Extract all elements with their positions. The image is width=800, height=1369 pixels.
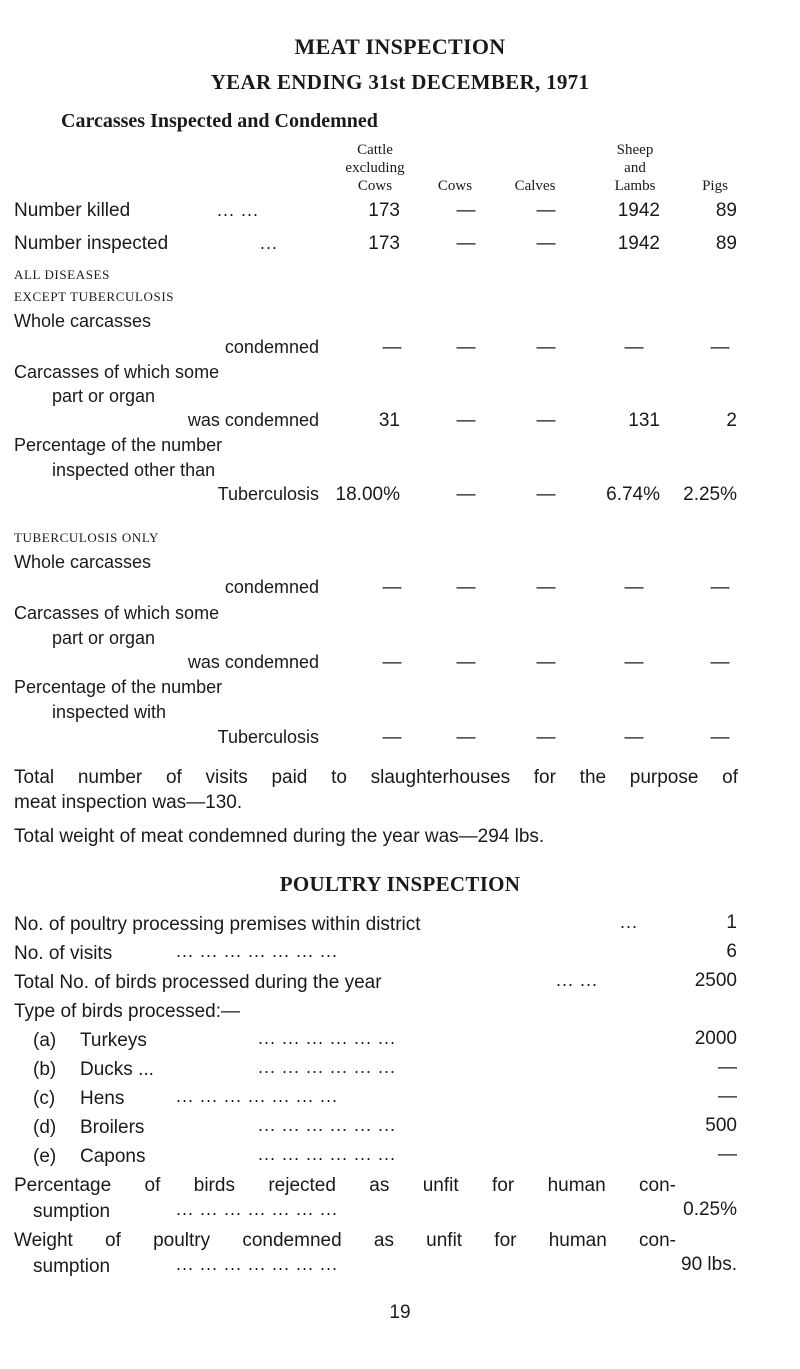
cell-all-whole-calves: — xyxy=(536,337,556,358)
cell-all-pct-pigs: 2.25% xyxy=(683,484,737,505)
all-pct-label-1: Percentage of the number xyxy=(14,435,223,455)
cell-inspected-cattle: 173 xyxy=(368,233,400,254)
cell-all-pct-sheep: 6.74% xyxy=(606,484,660,505)
cell-inspected-sheep: 1942 xyxy=(617,233,660,254)
weight-poultry-label-2: sumption xyxy=(33,1256,111,1277)
bird-type-value: 2000 xyxy=(694,1028,737,1049)
tb-pct-label-2: inspected with xyxy=(52,702,167,722)
all-pct-label-2: inspected other than xyxy=(52,460,216,480)
cell-all-whole-cows: — xyxy=(456,337,476,358)
cell-tb-whole-cows: — xyxy=(456,577,476,598)
cell-killed-cattle: 173 xyxy=(368,200,400,221)
tb-pct-label-3: Tuberculosis xyxy=(217,727,319,747)
cell-all-whole-sheep: — xyxy=(624,337,644,358)
poultry-type-heading: Type of birds processed:— xyxy=(14,1001,240,1022)
weight-poultry-value: 90 lbs. xyxy=(681,1254,737,1275)
bird-type-label: Capons xyxy=(80,1146,146,1167)
leader-dots: ... ... ... ... ... ... xyxy=(258,1057,397,1077)
leader-dots: ... ... xyxy=(217,200,260,220)
section-heading: Carcasses Inspected and Condemned xyxy=(61,110,378,132)
poultry-heading: POULTRY INSPECTION xyxy=(279,872,521,896)
cell-inspected-calves: — xyxy=(536,233,556,254)
cell-tb-part-sheep: — xyxy=(624,652,644,673)
cell-all-part-sheep: 131 xyxy=(628,410,660,431)
all-whole-label-2: condemned xyxy=(224,337,319,357)
bird-type-label: Ducks ... xyxy=(80,1059,154,1080)
cell-tb-pct-sheep: — xyxy=(624,727,644,748)
leader-dots: ... ... ... ... ... ... ... xyxy=(176,1086,339,1106)
col-header-cattle: Cattle excluding Cows xyxy=(345,142,405,194)
bird-type-key: (d) xyxy=(33,1117,57,1138)
row-label-number-inspected: Number inspected xyxy=(14,233,169,254)
all-diseases-heading: ALL DISEASES xyxy=(14,267,110,282)
poultry-visits-value: 6 xyxy=(726,941,737,962)
leader-dots: ... ... ... ... ... ... ... xyxy=(176,1254,339,1274)
cell-tb-part-cows: — xyxy=(456,652,476,673)
page-title: MEAT INSPECTION xyxy=(294,34,506,59)
cell-killed-sheep: 1942 xyxy=(617,200,660,221)
bird-type-label: Turkeys xyxy=(80,1030,147,1051)
leader-dots: ... ... ... ... ... ... ... xyxy=(176,941,339,961)
cell-all-whole-pigs: — xyxy=(710,337,730,358)
cell-tb-part-calves: — xyxy=(536,652,556,673)
tb-pct-label-1: Percentage of the number xyxy=(14,677,223,697)
cell-tb-whole-sheep: — xyxy=(624,577,644,598)
visits-text-2: meat inspection was—130. xyxy=(14,792,243,813)
all-diseases-heading-2: EXCEPT TUBERCULOSIS xyxy=(14,289,175,304)
cell-tb-part-pigs: — xyxy=(710,652,730,673)
bird-type-key: (c) xyxy=(33,1088,56,1109)
bird-type-key: (e) xyxy=(33,1146,57,1167)
leader-dots: ... ... ... ... ... ... xyxy=(258,1028,397,1048)
all-part-label-1: Carcasses of which some xyxy=(14,362,220,382)
page-subtitle: YEAR ENDING 31st DECEMBER, 1971 xyxy=(210,70,590,94)
rejected-label-1: Percentage of birds rejected as unfit for human con- xyxy=(14,1175,676,1196)
cell-inspected-pigs: 89 xyxy=(715,233,737,254)
cell-all-part-pigs: 2 xyxy=(726,410,737,431)
all-part-label-2: part or organ xyxy=(52,386,156,406)
tb-part-label-3: was condemned xyxy=(187,652,319,672)
poultry-visits-label: No. of visits xyxy=(14,943,113,964)
cell-inspected-cows: — xyxy=(456,233,476,254)
cell-all-whole-cattle: — xyxy=(382,337,402,358)
row-label-number-killed: Number killed xyxy=(14,200,131,221)
bird-type-label: Hens xyxy=(80,1088,125,1109)
bird-type-label: Broilers xyxy=(80,1117,145,1138)
tb-whole-label-2: condemned xyxy=(224,577,319,597)
bird-type-key: (a) xyxy=(33,1030,57,1051)
col-header-pigs: Pigs xyxy=(702,178,728,194)
bird-type-key: (b) xyxy=(33,1059,57,1080)
leader-dots: ... ... xyxy=(556,970,599,990)
cell-tb-pct-calves: — xyxy=(536,727,556,748)
bird-type-value: — xyxy=(718,1144,737,1165)
bird-type-value: — xyxy=(718,1086,737,1107)
cell-all-pct-cattle: 18.00% xyxy=(335,484,400,505)
cell-all-part-cows: — xyxy=(456,410,476,431)
all-part-label-3: was condemned xyxy=(187,410,319,430)
all-whole-label-1: Whole carcasses xyxy=(14,311,152,331)
poultry-premises-label: No. of poultry processing premises within district xyxy=(14,914,421,935)
bird-type-value: 500 xyxy=(705,1115,737,1136)
leader-dots: ... ... ... ... ... ... ... xyxy=(176,1199,339,1219)
cell-tb-part-cattle: — xyxy=(382,652,402,673)
poultry-processed-label: Total No. of birds processed during the year xyxy=(14,972,382,993)
rejected-label-2: sumption xyxy=(33,1201,111,1222)
leader-dots: ... xyxy=(620,912,639,932)
col-header-cows: Cows xyxy=(437,178,473,194)
rejected-value: 0.25% xyxy=(683,1199,737,1220)
all-pct-label-3: Tuberculosis xyxy=(217,484,319,504)
poultry-premises-value: 1 xyxy=(726,912,737,933)
bird-type-value: — xyxy=(718,1057,737,1078)
col-header-sheep: Sheep and Lambs xyxy=(614,142,656,194)
tb-only-heading: TUBERCULOSIS ONLY xyxy=(14,530,160,545)
cell-killed-calves: — xyxy=(536,200,556,221)
cell-killed-cows: — xyxy=(456,200,476,221)
weight-poultry-label-1: Weight of poultry condemned as unfit for human con- xyxy=(14,1230,676,1251)
tb-part-label-1: Carcasses of which some xyxy=(14,603,220,623)
tb-part-label-2: part or organ xyxy=(52,628,156,648)
leader-dots: ... ... ... ... ... ... xyxy=(258,1115,397,1135)
cell-all-pct-cows: — xyxy=(456,484,476,505)
col-header-calves: Calves xyxy=(514,178,556,194)
leader-dots: ... ... ... ... ... ... xyxy=(258,1144,397,1164)
cell-tb-whole-calves: — xyxy=(536,577,556,598)
cell-all-part-cattle: 31 xyxy=(378,410,400,431)
cell-all-part-calves: — xyxy=(536,410,556,431)
cell-tb-pct-cattle: — xyxy=(382,727,402,748)
poultry-processed-value: 2500 xyxy=(694,970,737,991)
cell-killed-pigs: 89 xyxy=(715,200,737,221)
weight-text: Total weight of meat condemned during the year was—294 lbs. xyxy=(14,826,545,847)
tb-whole-label-1: Whole carcasses xyxy=(14,552,152,572)
cell-tb-whole-cattle: — xyxy=(382,577,402,598)
cell-tb-pct-pigs: — xyxy=(710,727,730,748)
page-number: 19 xyxy=(389,1302,411,1323)
visits-text-1: Total number of visits paid to slaughterhouses for the purpose of xyxy=(14,767,738,788)
cell-all-pct-calves: — xyxy=(536,484,556,505)
leader-dots: ... xyxy=(260,233,279,253)
cell-tb-pct-cows: — xyxy=(456,727,476,748)
cell-tb-whole-pigs: — xyxy=(710,577,730,598)
